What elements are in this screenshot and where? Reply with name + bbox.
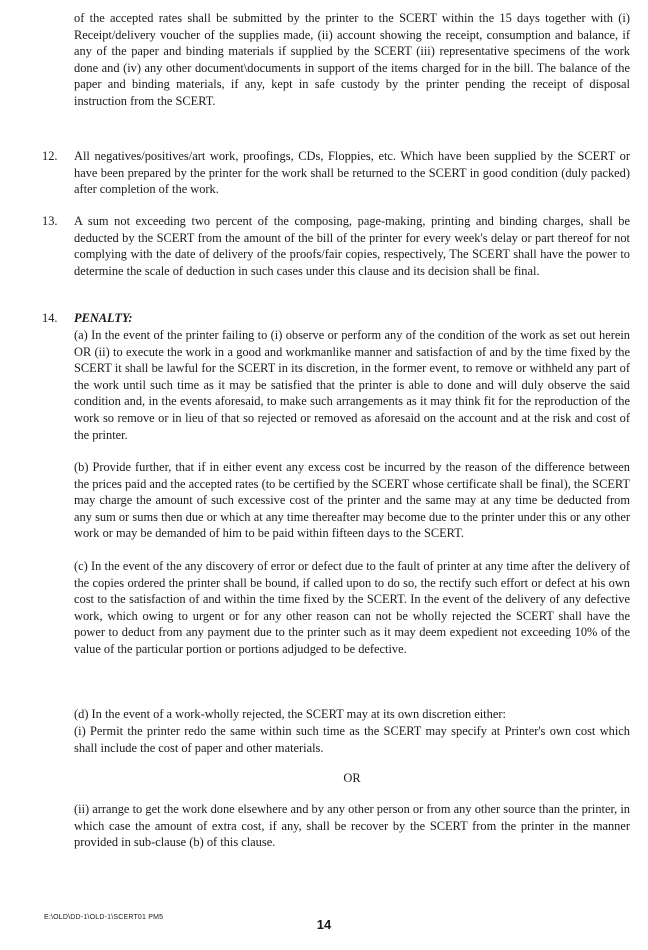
footer-file-path: E:\OLD\DD-1\OLD-1\SCERT01 PM5 — [44, 914, 164, 921]
penalty-clause-c: (c) In the event of the any discovery of error or defect due to the fault of printer at any time after the delivery of the copies ordered the printer shall be bound, if called upon to do so, the rectify such effort or defect at his own cost to the satisfaction of and within the time fixed by the SCERT. In the event of the delivery of any defective work, which owing to urgent or for any other reason can not be wholly rejected the SCERT shall have the power to deduct from any payment due to the printer such as it may deem expedient not exceeding 10% of the value of the particular portion or portions adjudged to be defective. — [74, 559, 630, 656]
penalty-clause-b: (b) Provide further, that if in either event any excess cost be incurred by the reason of the difference between the prices paid and the accepted rates (to be certified by the SCERT whose certificate shall be final), the SCERT may charge the amount of such excessive cost of the printer and the same may at any time be deducted from any sum or sums then due or which at any time thereafter may become due to the printer under this or any other work or may be demanded of him to be paid within fifteen days to the SCERT. — [74, 460, 630, 541]
penalty-clause-d: (d) In the event of a work-wholly rejected, the SCERT may at its own discretion either: — [74, 707, 506, 721]
clause-13-number: 13. — [42, 214, 58, 228]
penalty-heading: PENALTY: — [74, 311, 133, 325]
clause-13-text: A sum not exceeding two percent of the composing, page-making, printing and binding charges, shall be deducted by the SCERT from the amount of the bill of the printer for every week's delay or part thereof for not complying with the date of delivery of the proofs/fair copies, respectively, The SCERT shall have the power to determine the scale of deduction in such cases under this clause and its decision shall be final. — [74, 214, 630, 278]
penalty-clause-a: (a) In the event of the printer failing to (i) observe or perform any of the condition of the work as set out herein OR (ii) to execute the work in a good and workmanlike manner and satisfaction of and by the time fixed by the SCERT it shall be lawful for the SCERT in its discretion, in the former event, to remove or withheld any part of the work until such time as it may be satisfied that the printer is able to done and will duly observe the said condition and, in the events aforesaid, to make such arrangements as it may think fit for the reproduction of the work so remove or in lieu of that so rejected or removed as aforesaid on the account and at the risk and cost of the printer. — [74, 328, 630, 442]
clause-11-continuation: of the accepted rates shall be submitted by the printer to the SCERT within the 15 days together with (i) Receipt/delivery voucher of the supplies made, (ii) account showing the receipt, consumption and balance, if any of the paper and binding materials if supplied by the SCERT (iii) representative specimens of the work done and (iv) any other document\documents in support of the items charged for in the bill. The balance of the paper and binding materials, if any, kept in safe custody by the printer pending the receipt of disposal instruction from the SCERT. — [74, 11, 630, 108]
penalty-clause-d-i: (i) Permit the printer redo the same within such time as the SCERT may specify at Printer's own cost which shall include the cost of paper and other materials. — [74, 724, 630, 755]
page-number: 14 — [316, 917, 332, 932]
penalty-clause-d-ii: (ii) arrange to get the work done elsewhere and by any other person or from any other source than the printer, in which case the amount of extra cost, if any, shall be recover by the SCERT from the printer in the manner provided in sub-clause (b) of this clause. — [74, 802, 630, 850]
clause-12-number: 12. — [42, 149, 58, 163]
clause-12-text: All negatives/positives/art work, proofings, CDs, Floppies, etc. Which have been supplied by the SCERT or have been prepared by the printer for the work shall be returned to the SCERT in good condition (duly packed) after completion of the work. — [74, 149, 630, 197]
clause-14-number: 14. — [42, 311, 58, 325]
or-separator: OR — [343, 771, 361, 785]
